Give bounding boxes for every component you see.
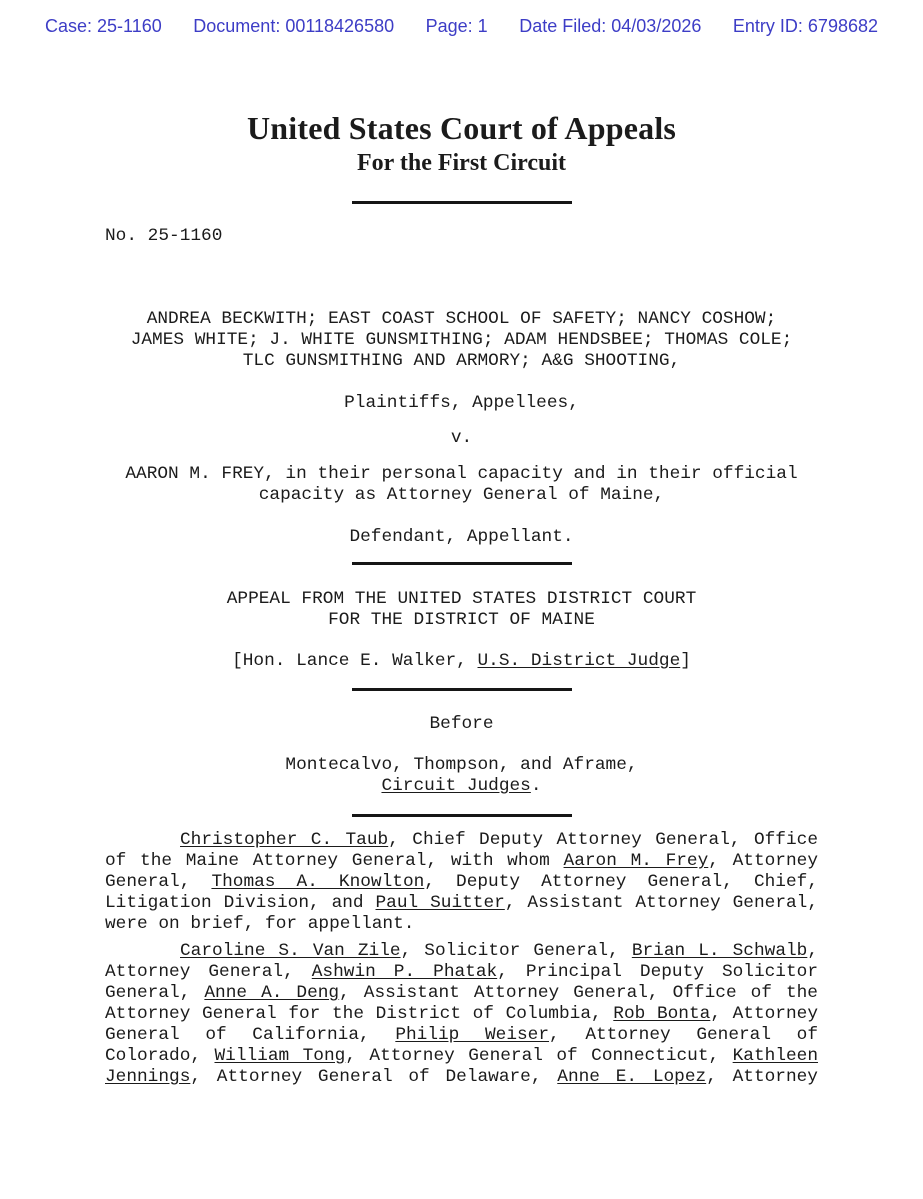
section-divider [352, 688, 572, 691]
underlined-name: Philip Weiser [395, 1025, 550, 1045]
underlined-name: Ashwin P. Phatak [311, 962, 498, 982]
appeal-origin [0, 589, 923, 631]
text-run: . [530, 776, 542, 796]
text-run: General of California, [105, 1025, 396, 1045]
panel-judges: Montecalvo, Thompson, and Aframe, [285, 755, 638, 775]
docket-case-number: Case: 25-1160 [45, 16, 162, 36]
docket-entry-id: Entry ID: 6798682 [732, 16, 878, 36]
text-run: , Principal Deputy Solicitor [497, 962, 818, 982]
counsel-line [105, 830, 818, 851]
text-run: Attorney General, [105, 962, 312, 982]
text-run: of the Maine Attorney General, with whom [105, 851, 564, 871]
docket-document-number: Document: 00118426580 [193, 16, 395, 36]
counsel-paragraph [105, 830, 818, 935]
underlined-name: Caroline S. Van Zile [180, 941, 401, 961]
text-line: ANDREA BECKWITH; EAST COAST SCHOOL OF SAFETY; NANCY COSHOW; [146, 309, 777, 329]
text-line: APPEAL FROM THE UNITED STATES DISTRICT COURT [226, 589, 697, 609]
text-run: , Attorney [708, 851, 818, 871]
panel-before-label: Before [429, 714, 494, 734]
case-number: No. 25-1160 [105, 226, 223, 246]
counsel-line [105, 962, 818, 983]
underlined-name: Kathleen [732, 1046, 819, 1066]
counsel-paragraph [105, 941, 818, 1088]
text-run: [Hon. Lance E. Walker, [232, 651, 478, 671]
underlined-name: Rob Bonta [613, 1004, 711, 1024]
underlined-name: William Tong [214, 1046, 346, 1066]
section-divider [352, 201, 572, 204]
text-run: Colorado, [105, 1046, 215, 1066]
docket-stamp [0, 0, 923, 36]
versus-label: v. [450, 428, 473, 448]
text-run: , Solicitor General, [400, 941, 632, 961]
counsel-line [105, 1004, 818, 1025]
docket-date-filed: Date Filed: 04/03/2026 [519, 16, 702, 36]
underlined-name: Anne E. Lopez [557, 1067, 707, 1087]
section-divider [352, 562, 572, 565]
plaintiffs-role: Plaintiffs, Appellees, [344, 393, 579, 413]
judge-attribution [0, 651, 923, 672]
text-run: , Chief Deputy Attorney General, Office [388, 830, 818, 850]
counsel-line [105, 1046, 818, 1067]
text-run: ] [680, 651, 691, 671]
text-run: , Assistant Attorney General, [504, 893, 818, 913]
underlined-name: U.S. District Judge [477, 651, 681, 671]
text-run: were on brief, for appellant. [105, 914, 415, 934]
defendant-name [0, 464, 923, 506]
text-line: FOR THE DISTRICT OF MAINE [328, 610, 595, 630]
section-divider [352, 814, 572, 817]
plaintiffs-names [0, 309, 923, 372]
counsel-line [105, 851, 818, 872]
underlined-name: Christopher C. Taub [180, 830, 389, 850]
text-run: , Attorney General of Delaware, [190, 1067, 558, 1087]
counsel-line [105, 872, 818, 893]
text-run: , Assistant Attorney General, Office of the [339, 983, 818, 1003]
text-run: , Attorney General of Connecticut, [345, 1046, 733, 1066]
text-line: TLC GUNSMITHING AND ARMORY; A&G SHOOTING, [242, 351, 681, 371]
docket-page-number: Page: 1 [425, 16, 488, 36]
text-run: , Attorney [706, 1067, 818, 1087]
text-run: Litigation Division, and [105, 893, 376, 913]
text-run: , Attorney [710, 1004, 818, 1024]
counsel-line [105, 941, 818, 962]
counsel-line [105, 1067, 818, 1088]
underlined-name: Brian L. Schwalb [631, 941, 808, 961]
text-run: Attorney General for the District of Columbia, [105, 1004, 614, 1024]
underlined-name: Thomas A. Knowlton [211, 872, 425, 892]
counsel-line [105, 893, 818, 914]
counsel-line [105, 1025, 818, 1046]
counsel-section [105, 830, 818, 1088]
text-run: General, [105, 872, 212, 892]
underlined-name: Circuit Judges [381, 776, 531, 796]
defendant-role: Defendant, Appellant. [349, 527, 574, 547]
court-subtitle: For the First Circuit [356, 150, 567, 176]
text-line: JAMES WHITE; J. WHITE GUNSMITHING; ADAM HENDSBEE; THOMAS COLE; [130, 330, 793, 350]
underlined-name: Aaron M. Frey [563, 851, 709, 871]
underlined-name: Paul Suitter [375, 893, 505, 913]
text-line: AARON M. FREY, in their personal capacity and in their official [125, 464, 798, 484]
text-run: , [807, 941, 818, 961]
text-run: , Attorney General of [549, 1025, 818, 1045]
text-run: General, [105, 983, 205, 1003]
underlined-name: Jennings [105, 1067, 191, 1087]
underlined-name: Anne A. Deng [204, 983, 340, 1003]
court-title: United States Court of Appeals [246, 110, 677, 146]
text-line: capacity as Attorney General of Maine, [258, 485, 665, 505]
panel-judges-title [0, 776, 923, 797]
counsel-line [105, 983, 818, 1004]
counsel-line [105, 914, 818, 935]
text-run: , Deputy Attorney General, Chief, [424, 872, 818, 892]
